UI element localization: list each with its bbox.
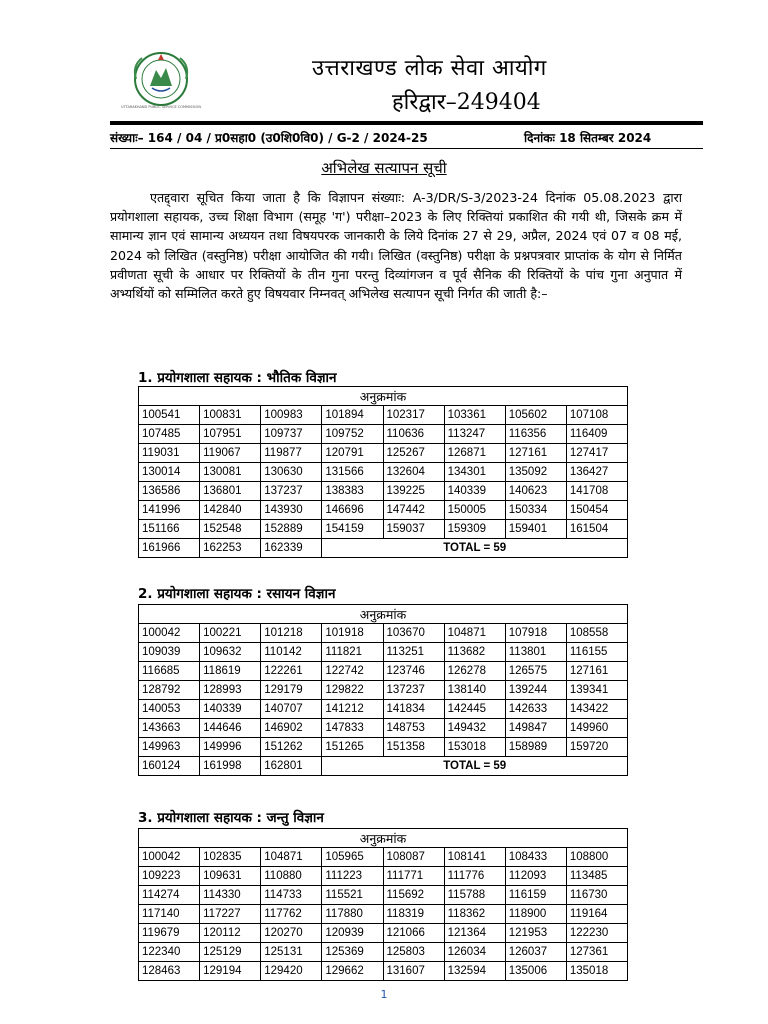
roll-number-cell: 107918 bbox=[505, 624, 566, 643]
roll-number-cell: 120270 bbox=[261, 924, 322, 943]
roll-number-cell: 162253 bbox=[200, 539, 261, 558]
table-row bbox=[139, 463, 628, 482]
table-row bbox=[139, 905, 628, 924]
roll-number-cell: 140053 bbox=[139, 700, 200, 719]
roll-number-cell: 151358 bbox=[383, 738, 444, 757]
roll-number-cell: 109632 bbox=[200, 643, 261, 662]
roll-number-cell: 142445 bbox=[444, 700, 505, 719]
roll-number-cell: 117880 bbox=[322, 905, 383, 924]
roll-number-cell: 128792 bbox=[139, 681, 200, 700]
table-row bbox=[139, 624, 628, 643]
table-header: अनुक्रमांक bbox=[139, 829, 628, 848]
roll-number-cell: 136586 bbox=[139, 482, 200, 501]
roll-number-cell: 108087 bbox=[383, 848, 444, 867]
notice-paragraph: एतद्द्वारा सूचित किया जाता है कि विज्ञापन संख्याः: A-3/DR/S-3/2023-24 दिनांक 05.08.2023 द्वारा प्रयोगशाला सहायक, उच्च शिक्षा विभाग (समूह 'ग') परीक्षा–2023 के लिए रिक्तियां प्रकाशित की गयी थी, जिसके क्रम में सामान्य ज्ञान एवं सामान्य अध्ययन तथा विषयपरक जानकारी के लिये दिनांक 27 से 29, अप्रैल, 2024 एवं 07 व 08 मई, 2024 को लिखित (वस्तुनिष्ठ) परीक्षा आयोजित की गयी। लिखित (वस्तुनिष्ठ) परीक्षा के प्रश्नपत्रवार प्राप्तांक के योग से निर्मित प्रवीणता सूची के आधार पर रिक्तियों के तीन गुना परन्तु दिव्यांगजन व पूर्व सैनिक की रिक्तियों के पांच गुना अनुपात में अभ्यर्थियों को सम्मिलित करते हुए विषयवार निम्नवत् अभिलेख सत्यापन सूची निर्गत की जाती है:– bbox=[110, 190, 682, 302]
roll-number-cell: 119679 bbox=[139, 924, 200, 943]
roll-number-cell: 141996 bbox=[139, 501, 200, 520]
roll-number-cell: 135092 bbox=[505, 463, 566, 482]
section-3-table bbox=[138, 828, 628, 981]
roll-number-cell: 118362 bbox=[444, 905, 505, 924]
table-row bbox=[139, 924, 628, 943]
roll-number-cell: 116409 bbox=[566, 425, 627, 444]
table-row bbox=[139, 520, 628, 539]
roll-number-cell: 159720 bbox=[566, 738, 627, 757]
roll-number-cell: 131566 bbox=[322, 463, 383, 482]
roll-number-cell: 119067 bbox=[200, 444, 261, 463]
roll-number-cell: 127161 bbox=[505, 444, 566, 463]
roll-number-cell: 116159 bbox=[505, 886, 566, 905]
roll-number-cell: 140623 bbox=[505, 482, 566, 501]
roll-number-cell: 135018 bbox=[566, 962, 627, 981]
roll-number-cell: 109223 bbox=[139, 867, 200, 886]
roll-number-cell: 122340 bbox=[139, 943, 200, 962]
roll-number-cell: 121066 bbox=[383, 924, 444, 943]
table-header: अनुक्रमांक bbox=[139, 605, 628, 624]
roll-number-cell: 152548 bbox=[200, 520, 261, 539]
roll-number-cell: 128993 bbox=[200, 681, 261, 700]
roll-number-cell: 132604 bbox=[383, 463, 444, 482]
page-number: 1 bbox=[380, 988, 388, 1001]
roll-number-cell: 129179 bbox=[261, 681, 322, 700]
roll-number-cell: 105602 bbox=[505, 406, 566, 425]
issue-date: दिनांकः 18 सितम्बर 2024 bbox=[524, 131, 652, 145]
roll-number-cell: 130081 bbox=[200, 463, 261, 482]
roll-number-cell: 149960 bbox=[566, 719, 627, 738]
roll-number-cell: 113247 bbox=[444, 425, 505, 444]
roll-number-cell: 140707 bbox=[261, 700, 322, 719]
roll-number-cell: 137237 bbox=[383, 681, 444, 700]
roll-number-cell: 111821 bbox=[322, 643, 383, 662]
roll-number-cell: 129822 bbox=[322, 681, 383, 700]
roll-number-cell: 141834 bbox=[383, 700, 444, 719]
roll-number-cell: 114733 bbox=[261, 886, 322, 905]
roll-number-cell: 118319 bbox=[383, 905, 444, 924]
roll-number-cell: 109737 bbox=[261, 425, 322, 444]
table-row bbox=[139, 848, 628, 867]
roll-number-cell: 139341 bbox=[566, 681, 627, 700]
roll-number-cell: 102317 bbox=[383, 406, 444, 425]
roll-number-cell: 116155 bbox=[566, 643, 627, 662]
roll-number-cell: 109631 bbox=[200, 867, 261, 886]
roll-number-cell: 130630 bbox=[261, 463, 322, 482]
table-row bbox=[139, 962, 628, 981]
roll-number-cell: 143422 bbox=[566, 700, 627, 719]
roll-number-cell: 101894 bbox=[322, 406, 383, 425]
table-row bbox=[139, 482, 628, 501]
roll-number-cell: 161998 bbox=[200, 757, 261, 776]
table-row bbox=[139, 738, 628, 757]
roll-number-cell: 100983 bbox=[261, 406, 322, 425]
roll-number-cell: 136427 bbox=[566, 463, 627, 482]
roll-number-cell: 138383 bbox=[322, 482, 383, 501]
roll-number-cell: 159037 bbox=[383, 520, 444, 539]
section-3-title: 3. प्रयोगशाला सहायक : जन्तु विज्ञान bbox=[138, 810, 324, 826]
roll-number-cell: 147833 bbox=[322, 719, 383, 738]
roll-number-cell: 117140 bbox=[139, 905, 200, 924]
section-1-table bbox=[138, 386, 628, 558]
roll-number-cell: 118900 bbox=[505, 905, 566, 924]
roll-number-cell: 148753 bbox=[383, 719, 444, 738]
table-header: अनुक्रमांक bbox=[139, 387, 628, 406]
roll-number-cell: 138140 bbox=[444, 681, 505, 700]
roll-number-cell: 107951 bbox=[200, 425, 261, 444]
roll-number-cell: 141708 bbox=[566, 482, 627, 501]
roll-number-cell: 132594 bbox=[444, 962, 505, 981]
table-row bbox=[139, 444, 628, 463]
roll-number-cell: 140339 bbox=[200, 700, 261, 719]
roll-number-cell: 159309 bbox=[444, 520, 505, 539]
roll-number-cell: 151262 bbox=[261, 738, 322, 757]
roll-number-cell: 149847 bbox=[505, 719, 566, 738]
table-row bbox=[139, 700, 628, 719]
roll-number-cell: 126278 bbox=[444, 662, 505, 681]
roll-number-cell: 121364 bbox=[444, 924, 505, 943]
roll-number-cell: 125803 bbox=[383, 943, 444, 962]
roll-number-cell: 117227 bbox=[200, 905, 261, 924]
roll-number-cell: 150454 bbox=[566, 501, 627, 520]
table-row bbox=[139, 757, 628, 776]
roll-number-cell: 131607 bbox=[383, 962, 444, 981]
roll-number-cell: 114274 bbox=[139, 886, 200, 905]
roll-number-cell: 119877 bbox=[261, 444, 322, 463]
roll-number-cell: 120939 bbox=[322, 924, 383, 943]
roll-number-cell: 122261 bbox=[261, 662, 322, 681]
table-row bbox=[139, 539, 628, 558]
roll-number-cell: 122742 bbox=[322, 662, 383, 681]
roll-number-cell: 162801 bbox=[261, 757, 322, 776]
roll-number-cell: 115521 bbox=[322, 886, 383, 905]
roll-number-cell: 100221 bbox=[200, 624, 261, 643]
roll-number-cell: 126034 bbox=[444, 943, 505, 962]
roll-number-cell: 161966 bbox=[139, 539, 200, 558]
roll-number-cell: 108433 bbox=[505, 848, 566, 867]
roll-number-cell: 104871 bbox=[444, 624, 505, 643]
roll-number-cell: 129194 bbox=[200, 962, 261, 981]
roll-number-cell: 100541 bbox=[139, 406, 200, 425]
roll-number-cell: 113801 bbox=[505, 643, 566, 662]
roll-number-cell: 139244 bbox=[505, 681, 566, 700]
roll-number-cell: 146696 bbox=[322, 501, 383, 520]
total-count: TOTAL = 59 bbox=[322, 539, 628, 558]
roll-number-cell: 151265 bbox=[322, 738, 383, 757]
roll-number-cell: 129420 bbox=[261, 962, 322, 981]
roll-number-cell: 112093 bbox=[505, 867, 566, 886]
roll-number-cell: 115788 bbox=[444, 886, 505, 905]
roll-number-cell: 113682 bbox=[444, 643, 505, 662]
roll-number-cell: 125369 bbox=[322, 943, 383, 962]
roll-number-cell: 107485 bbox=[139, 425, 200, 444]
roll-number-cell: 152889 bbox=[261, 520, 322, 539]
roll-number-cell: 120791 bbox=[322, 444, 383, 463]
table-row bbox=[139, 681, 628, 700]
roll-number-cell: 115692 bbox=[383, 886, 444, 905]
roll-number-cell: 158989 bbox=[505, 738, 566, 757]
roll-number-cell: 125267 bbox=[383, 444, 444, 463]
roll-number-cell: 100042 bbox=[139, 848, 200, 867]
roll-number-cell: 154159 bbox=[322, 520, 383, 539]
roll-number-cell: 125129 bbox=[200, 943, 261, 962]
roll-number-cell: 101218 bbox=[261, 624, 322, 643]
roll-number-cell: 120112 bbox=[200, 924, 261, 943]
roll-number-cell: 141212 bbox=[322, 700, 383, 719]
roll-number-cell: 128463 bbox=[139, 962, 200, 981]
table-row bbox=[139, 501, 628, 520]
roll-number-cell: 150334 bbox=[505, 501, 566, 520]
roll-number-cell: 139225 bbox=[383, 482, 444, 501]
roll-number-cell: 116685 bbox=[139, 662, 200, 681]
roll-number-cell: 111771 bbox=[383, 867, 444, 886]
roll-number-cell: 101918 bbox=[322, 624, 383, 643]
table-row bbox=[139, 406, 628, 425]
roll-number-cell: 127361 bbox=[566, 943, 627, 962]
roll-number-cell: 147442 bbox=[383, 501, 444, 520]
roll-number-cell: 151166 bbox=[139, 520, 200, 539]
commission-logo bbox=[121, 46, 201, 112]
roll-number-cell: 144646 bbox=[200, 719, 261, 738]
table-row bbox=[139, 943, 628, 962]
roll-number-cell: 109752 bbox=[322, 425, 383, 444]
roll-number-cell: 123746 bbox=[383, 662, 444, 681]
roll-number-cell: 113485 bbox=[566, 867, 627, 886]
roll-number-cell: 143930 bbox=[261, 501, 322, 520]
roll-number-cell: 135006 bbox=[505, 962, 566, 981]
table-row bbox=[139, 425, 628, 444]
roll-number-cell: 142633 bbox=[505, 700, 566, 719]
section-2-title: 2. प्रयोगशाला सहायक : रसायन विज्ञान bbox=[138, 586, 336, 602]
roll-number-cell: 116356 bbox=[505, 425, 566, 444]
roll-number-cell: 127417 bbox=[566, 444, 627, 463]
roll-number-cell: 114330 bbox=[200, 886, 261, 905]
table-row bbox=[139, 886, 628, 905]
roll-number-cell: 113251 bbox=[383, 643, 444, 662]
roll-number-cell: 102835 bbox=[200, 848, 261, 867]
roll-number-cell: 121953 bbox=[505, 924, 566, 943]
roll-number-cell: 104871 bbox=[261, 848, 322, 867]
roll-number-cell: 142840 bbox=[200, 501, 261, 520]
reference-number: संख्याः– 164 / 04 / प्र0सहा0 (उ0शि0वि0) / G-2 / 2024-25 bbox=[110, 131, 428, 145]
roll-number-cell: 119164 bbox=[566, 905, 627, 924]
roll-number-cell: 110142 bbox=[261, 643, 322, 662]
roll-number-cell: 126575 bbox=[505, 662, 566, 681]
roll-number-cell: 122230 bbox=[566, 924, 627, 943]
roll-number-cell: 103361 bbox=[444, 406, 505, 425]
table-row bbox=[139, 867, 628, 886]
roll-number-cell: 126037 bbox=[505, 943, 566, 962]
org-address: हरिद्वार–249404 bbox=[392, 90, 541, 115]
table-row bbox=[139, 662, 628, 681]
table-row bbox=[139, 719, 628, 738]
roll-number-cell: 110880 bbox=[261, 867, 322, 886]
org-name: उत्तराखण्ड लोक सेवा आयोग bbox=[312, 56, 547, 81]
roll-number-cell: 116730 bbox=[566, 886, 627, 905]
roll-number-cell: 111776 bbox=[444, 867, 505, 886]
roll-number-cell: 149963 bbox=[139, 738, 200, 757]
roll-number-cell: 125131 bbox=[261, 943, 322, 962]
roll-number-cell: 140339 bbox=[444, 482, 505, 501]
roll-number-cell: 143663 bbox=[139, 719, 200, 738]
roll-number-cell: 161504 bbox=[566, 520, 627, 539]
roll-number-cell: 137237 bbox=[261, 482, 322, 501]
roll-number-cell: 109039 bbox=[139, 643, 200, 662]
roll-number-cell: 117762 bbox=[261, 905, 322, 924]
section-1-title: 1. प्रयोगशाला सहायक : भौतिक विज्ञान bbox=[138, 370, 337, 386]
roll-number-cell: 149432 bbox=[444, 719, 505, 738]
roll-number-cell: 108800 bbox=[566, 848, 627, 867]
roll-number-cell: 119031 bbox=[139, 444, 200, 463]
roll-number-cell: 108141 bbox=[444, 848, 505, 867]
roll-number-cell: 130014 bbox=[139, 463, 200, 482]
roll-number-cell: 105965 bbox=[322, 848, 383, 867]
roll-number-cell: 100831 bbox=[200, 406, 261, 425]
roll-number-cell: 129662 bbox=[322, 962, 383, 981]
roll-number-cell: 108558 bbox=[566, 624, 627, 643]
roll-number-cell: 136801 bbox=[200, 482, 261, 501]
roll-number-cell: 118619 bbox=[200, 662, 261, 681]
document-heading: अभिलेख सत्यापन सूची bbox=[321, 159, 447, 177]
header-divider-thick bbox=[110, 121, 703, 125]
roll-number-cell: 150005 bbox=[444, 501, 505, 520]
header-divider-thin bbox=[110, 148, 703, 149]
roll-number-cell: 134301 bbox=[444, 463, 505, 482]
roll-number-cell: 103670 bbox=[383, 624, 444, 643]
svg-text:UTTARAKHAND PUBLIC SERVICE COM: UTTARAKHAND PUBLIC SERVICE COMMISSION bbox=[121, 105, 201, 109]
roll-number-cell: 162339 bbox=[261, 539, 322, 558]
roll-number-cell: 159401 bbox=[505, 520, 566, 539]
total-count: TOTAL = 59 bbox=[322, 757, 628, 776]
roll-number-cell: 126871 bbox=[444, 444, 505, 463]
section-2-table bbox=[138, 604, 628, 776]
roll-number-cell: 127161 bbox=[566, 662, 627, 681]
roll-number-cell: 146902 bbox=[261, 719, 322, 738]
roll-number-cell: 110636 bbox=[383, 425, 444, 444]
roll-number-cell: 111223 bbox=[322, 867, 383, 886]
roll-number-cell: 107108 bbox=[566, 406, 627, 425]
roll-number-cell: 160124 bbox=[139, 757, 200, 776]
roll-number-cell: 149996 bbox=[200, 738, 261, 757]
roll-number-cell: 100042 bbox=[139, 624, 200, 643]
table-row bbox=[139, 643, 628, 662]
roll-number-cell: 153018 bbox=[444, 738, 505, 757]
